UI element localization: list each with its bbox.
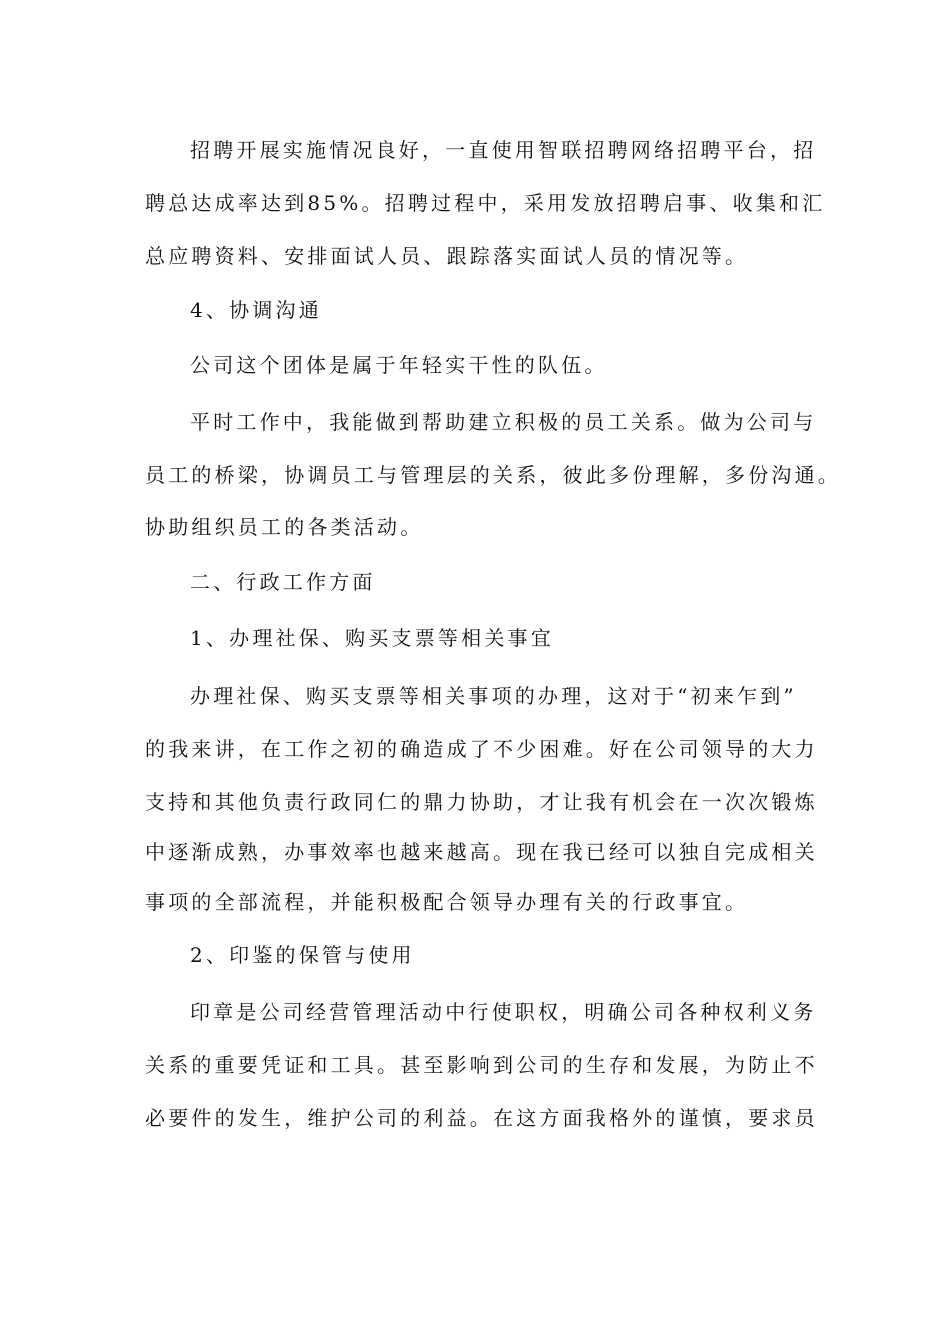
paragraph-line: 招聘开展实施情况良好，一直使用智联招聘网络招聘平台，招 xyxy=(190,138,817,162)
paragraph-line: 事项的全部流程，并能积极配合领导办理有关的行政事宜。 xyxy=(145,890,749,914)
paragraph-line: 支持和其他负责行政同仁的鼎力协助，才让我有机会在一次次锻炼 xyxy=(145,790,818,814)
section-heading: 二、行政工作方面 xyxy=(190,570,376,594)
paragraph-line: 公司这个团体是属于年轻实干性的队伍。 xyxy=(190,353,608,377)
paragraph-line: 关系的重要凭证和工具。甚至影响到公司的生存和发展，为防止不 xyxy=(145,1053,818,1077)
paragraph-line: 必要件的发生，维护公司的利益。在这方面我格外的谨慎，要求员 xyxy=(145,1106,818,1130)
subsection-heading: 1、办理社保、购买支票等相关事宜 xyxy=(190,626,554,650)
paragraph-line: 协助组织员工的各类活动。 xyxy=(145,515,424,539)
paragraph-line: 办理社保、购买支票等相关事项的办理，这对于“初来乍到” xyxy=(190,684,797,708)
subsection-heading: 2、印鉴的保管与使用 xyxy=(190,943,415,967)
paragraph-line: 员工的桥梁，协调员工与管理层的关系，彼此多份理解，多份沟通。 xyxy=(145,463,841,487)
paragraph-line: 印章是公司经营管理活动中行使职权，明确公司各种权利义务 xyxy=(190,1000,817,1024)
section-heading: 4、协调沟通 xyxy=(190,298,322,322)
paragraph-line: 的我来讲，在工作之初的确造成了不少困难。好在公司领导的大力 xyxy=(145,737,818,761)
paragraph-line: 总应聘资料、安排面试人员、跟踪落实面试人员的情况等。 xyxy=(145,244,749,268)
paragraph-line: 平时工作中，我能做到帮助建立积极的员工关系。做为公司与 xyxy=(190,410,817,434)
paragraph-line: 中逐渐成熟，办事效率也越来越高。现在我已经可以独自完成相关 xyxy=(145,840,818,864)
paragraph-line: 聘总达成率达到85%。招聘过程中，采用发放招聘启事、收集和汇 xyxy=(145,191,826,215)
